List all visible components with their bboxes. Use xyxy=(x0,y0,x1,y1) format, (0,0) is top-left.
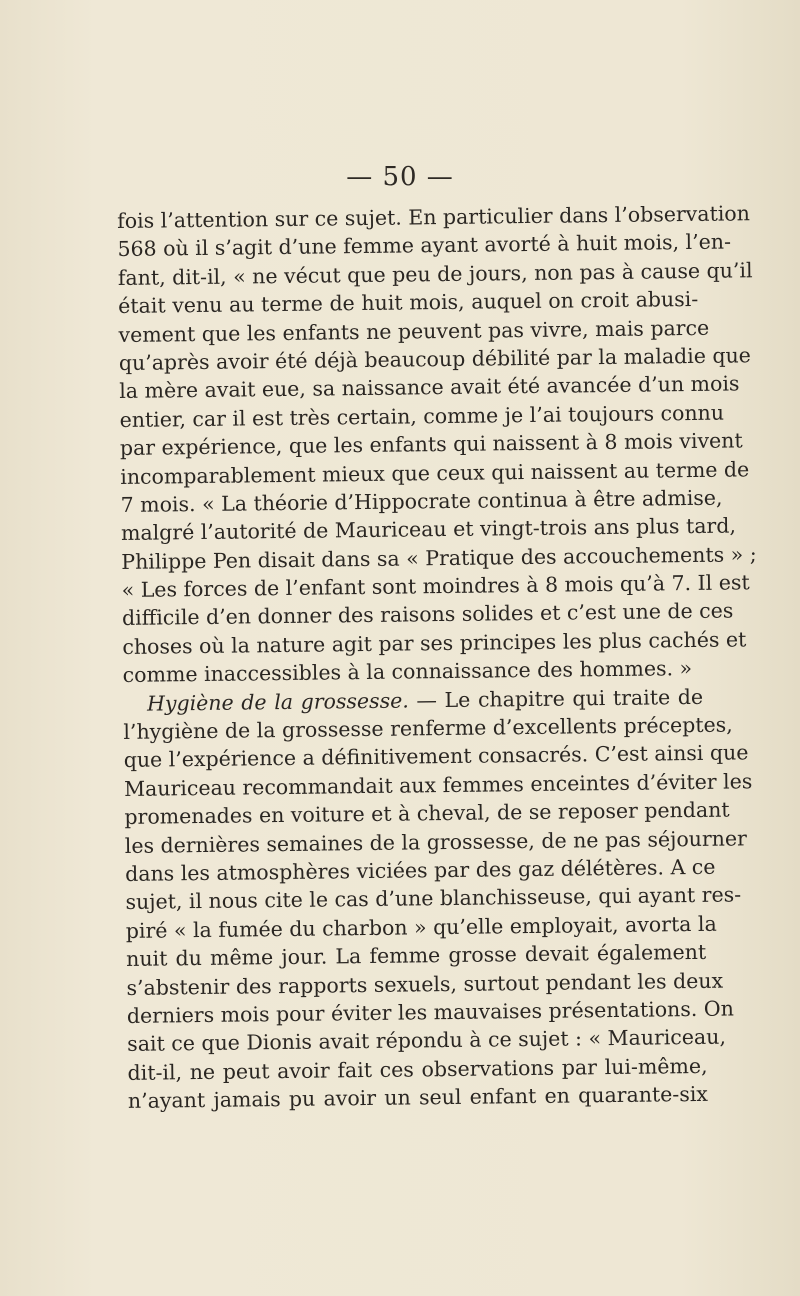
text-line: que l’expérience a définitivement consacrés. C’est ainsi que xyxy=(123,740,749,773)
section-first-line-text: — Le chapitre qui traite de xyxy=(408,684,704,713)
text-line: 7 mois. « La théorie d’Hippocrate continua à être admise, xyxy=(120,485,723,517)
body-text xyxy=(117,200,757,1116)
text-line: 568 où il s’agit d’une femme ayant avorté à huit mois, l’en- xyxy=(117,229,732,262)
text-line: vement que les enfants ne peuvent pas vivre, mais parce xyxy=(118,315,710,347)
text-line: choses où la nature agit par ses principes les plus cachés et xyxy=(122,627,747,659)
text-line: la mère avait eue, sa naissance avait été avancée d’un mois xyxy=(119,371,740,404)
text-line: l’hygiène de la grossesse renferme d’excellents préceptes, xyxy=(123,712,733,744)
text-line: derniers mois pour éviter les mauvaises présentations. On xyxy=(126,996,734,1028)
text-line: « Les forces de l’enfant sont moindres à 8 mois qu’à 7. Il est xyxy=(121,570,750,603)
text-line: piré « la fumée du charbon » qu’elle employait, avorta la xyxy=(125,911,717,943)
text-line: difficile d’en donner des raisons solides et c’est une de ces xyxy=(121,598,734,631)
text-line: incomparablement mieux que ceux qui naissent au terme de xyxy=(120,456,750,489)
text-line: dit-il, ne peut avoir fait ces observations par lui-même, xyxy=(127,1053,708,1085)
text-line: fant, dit-il, « ne vécut que peu de jours, non pas à cause qu’il xyxy=(117,258,753,290)
text-line: qu’après avoir été déjà beaucoup débilité par la maladie que xyxy=(118,343,752,375)
text-line: dans les atmosphères viciées par des gaz délétères. A ce xyxy=(125,854,716,886)
section-heading: Hygiène de la grossesse. xyxy=(146,688,409,716)
text-line: entier, car il est très certain, comme je l’ai toujours connu xyxy=(119,400,725,432)
text-line: par expérience, que les enfants qui naissent à 8 mois vivent xyxy=(119,428,743,461)
text-line: Mauriceau recommandait aux femmes enceintes d’éviter les xyxy=(123,769,753,801)
page-number: — 50 — xyxy=(346,162,454,192)
text-line: n’ayant jamais pu avoir un seul enfant en quarante-six xyxy=(127,1081,709,1114)
text-line: les dernières semaines de la grossesse, de ne pas séjourner xyxy=(124,825,747,858)
text-line: nuit du même jour. La femme grosse devait également xyxy=(126,940,707,972)
text-line: malgré l’autorité de Mauriceau et vingt-trois ans plus tard, xyxy=(120,513,737,546)
text-line: était venu au terme de huit mois, auquel on croit abusi- xyxy=(118,287,699,319)
text-line: fois l’attention sur ce sujet. En particulier dans l’observation xyxy=(117,201,750,233)
text-line: sujet, il nous cite le cas d’une blanchisseuse, qui ayant res- xyxy=(125,882,742,915)
text-line: sait ce que Dionis avait répondu à ce sujet : « Mauriceau, xyxy=(127,1024,727,1057)
text-line: s’abstenir des rapports sexuels, surtout pendant les deux xyxy=(126,968,724,1000)
text-line: promenades en voiture et à cheval, de se reposer pendant xyxy=(124,797,730,830)
text-line: comme inaccessibles à la connaissance des hommes. » xyxy=(122,656,693,688)
text-line: Philippe Pen disait dans sa « Pratique des accouchements » ; xyxy=(121,541,757,574)
